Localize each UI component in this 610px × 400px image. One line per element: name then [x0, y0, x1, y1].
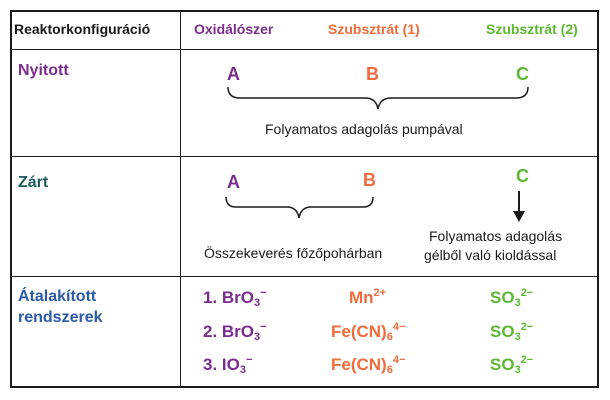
oxidizer-formula-1: 1. BrO$_3$−	[203, 287, 267, 309]
row-label-open: Nyitott	[18, 62, 69, 79]
substrate2-formula-3: $SO_3^{2-}$	[490, 354, 534, 376]
closed-caption-right-line1: Folyamatos adagolás	[429, 228, 563, 244]
oxidizer-formula-3: 3. $IO_3^-$	[203, 354, 253, 376]
substrate2-formula-1: $SO_3^{2-}$	[490, 287, 534, 309]
closed-caption-right-line2: gélből való kioldással	[424, 247, 557, 263]
open-oxidizer-a: A	[227, 64, 240, 84]
header-substrate2: Szubsztrát (2)	[486, 21, 578, 37]
closed-substrate1-b: B	[363, 170, 376, 190]
closed-oxidizer-a: A	[227, 172, 240, 192]
row-label-modified-line2: rendszerek	[18, 309, 103, 326]
oxidizer-formula-2: 2. BrO$_3$−	[203, 321, 267, 343]
substrate1-formula-2: $Fe(CN)_6^{4-}$	[331, 321, 406, 343]
header-oxidizer: Oxidálószer	[194, 21, 274, 37]
open-caption: Folyamatos adagolás pumpával	[265, 121, 463, 137]
header-substrate1: Szubsztrát (1)	[328, 21, 420, 37]
closed-caption-left: Összekeverés főzőpohárban	[204, 245, 383, 261]
substrate1-formula-3: $Fe(CN)_6^{4-}$	[331, 354, 406, 376]
header-config: Reaktorkonfiguráció	[14, 21, 151, 37]
closed-substrate2-c: C	[516, 166, 529, 186]
substrate1-formula-1: $Mn^{2+}$	[349, 287, 387, 307]
substrate2-formula-2: $SO_3^{2-}$	[490, 321, 534, 343]
open-substrate2-c: C	[516, 64, 529, 84]
row-label-closed: Zárt	[18, 174, 49, 191]
row-label-modified-line1: Átalakított	[18, 288, 97, 305]
open-substrate1-b: B	[366, 64, 379, 84]
